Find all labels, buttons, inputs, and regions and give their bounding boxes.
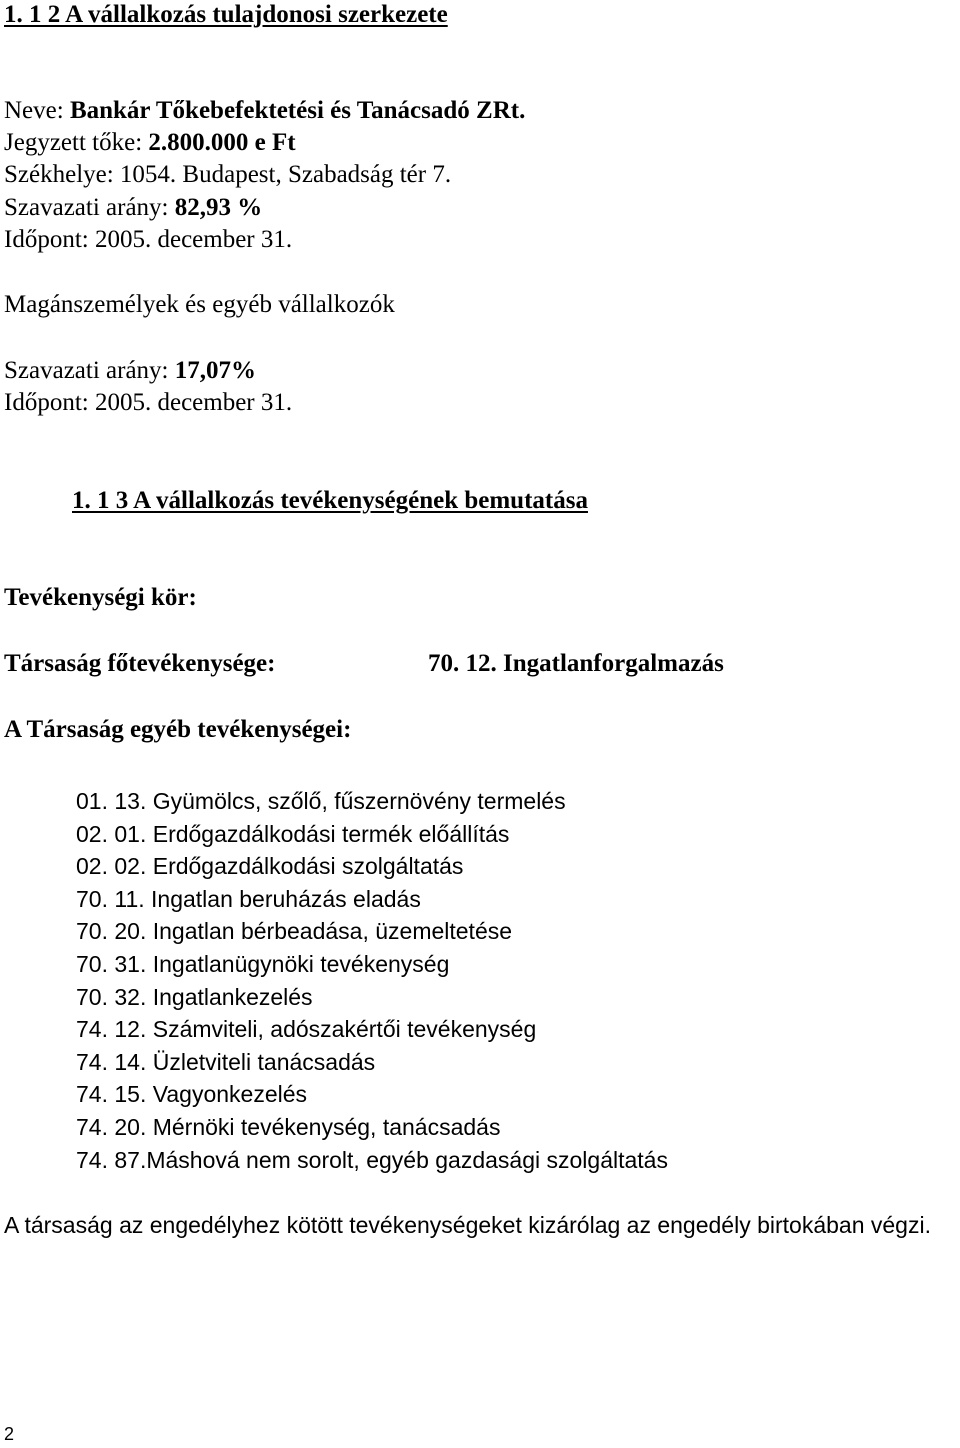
list-item: 74. 12. Számviteli, adószakértői tevékenység [76, 1016, 537, 1043]
owner-name-line [4, 96, 525, 126]
closing-note: A társaság az engedélyhez kötött tevékenységeket kizárólag az engedély birtokában végzi. [4, 1212, 931, 1238]
list-item: 74. 20. Mérnöki tevékenység, tanácsadás [76, 1113, 501, 1140]
list-item: 01. 13. Gyümölcs, szőlő, fűszernövény termelés [76, 788, 566, 814]
scope-label-text: Tevékenységi kör: [4, 584, 197, 611]
owner2-name: Magánszemélyek és egyéb vállalkozók [4, 291, 395, 318]
owner-date-line: Időpont: 2005. december 31. [4, 226, 293, 253]
section-heading-activities: 1. 1 3 A vállalkozás tevékenységének bemutatása [72, 487, 588, 514]
list-item: 74. 15. Vagyonkezelés [76, 1081, 308, 1108]
main-activity-label-text: Társaság főtevékenysége: [4, 650, 276, 677]
section-heading-ownership: 1. 1 2 A vállalkozás tulajdonosi szerkezete [4, 1, 448, 28]
page-number: 2 [4, 1424, 15, 1444]
owner-vote-line [4, 193, 262, 223]
owner-seat-line: Székhelye: 1054. Budapest, Szabadság tér 7. [4, 161, 452, 188]
list-item: 70. 32. Ingatlankezelés [76, 983, 313, 1010]
list-item: 70. 11. Ingatlan beruházás eladás [76, 885, 421, 912]
owner-vote-value: 82,93 % [174, 194, 263, 221]
scope-label [4, 583, 197, 613]
list-item: 70. 31. Ingatlanügynöki tevékenység [76, 950, 450, 977]
main-activity-value [428, 649, 724, 679]
owner2-vote-value: 17,07% [174, 357, 256, 384]
list-item: 74. 14. Üzletviteli tanácsadás [76, 1048, 376, 1075]
owner-capital-value: 2.800.000 e Ft [148, 129, 296, 156]
owner-capital-label: Jegyzett tőke: [4, 129, 149, 156]
owner-name-value: Bankár Tőkebefektetési és Tanácsadó ZRt. [69, 97, 526, 124]
main-activity-value-text: 70. 12. Ingatlanforgalmazás [428, 650, 724, 677]
list-item: 02. 02. Erdőgazdálkodási szolgáltatás [76, 853, 464, 880]
list-item: 70. 20. Ingatlan bérbeadása, üzemeltetése [76, 918, 513, 945]
other-activities-label [4, 715, 351, 745]
list-item: 02. 01. Erdőgazdálkodási termék előállítás [76, 820, 510, 847]
owner2-date-line: Időpont: 2005. december 31. [4, 389, 293, 416]
list-item: 74. 87.Máshová nem sorolt, egyéb gazdasági szolgáltatás [76, 1146, 668, 1173]
other-activities-list [76, 785, 668, 1176]
owner2-vote-line [4, 356, 256, 386]
owner-vote-label: Szavazati arány: [4, 194, 175, 221]
other-activities-label-text: A Társaság egyéb tevékenységei: [4, 716, 352, 743]
owner-capital-line [4, 128, 296, 158]
main-activity-label [4, 649, 275, 679]
owner2-vote-label: Szavazati arány: [4, 357, 175, 384]
owner-name-label: Neve: [4, 97, 70, 124]
